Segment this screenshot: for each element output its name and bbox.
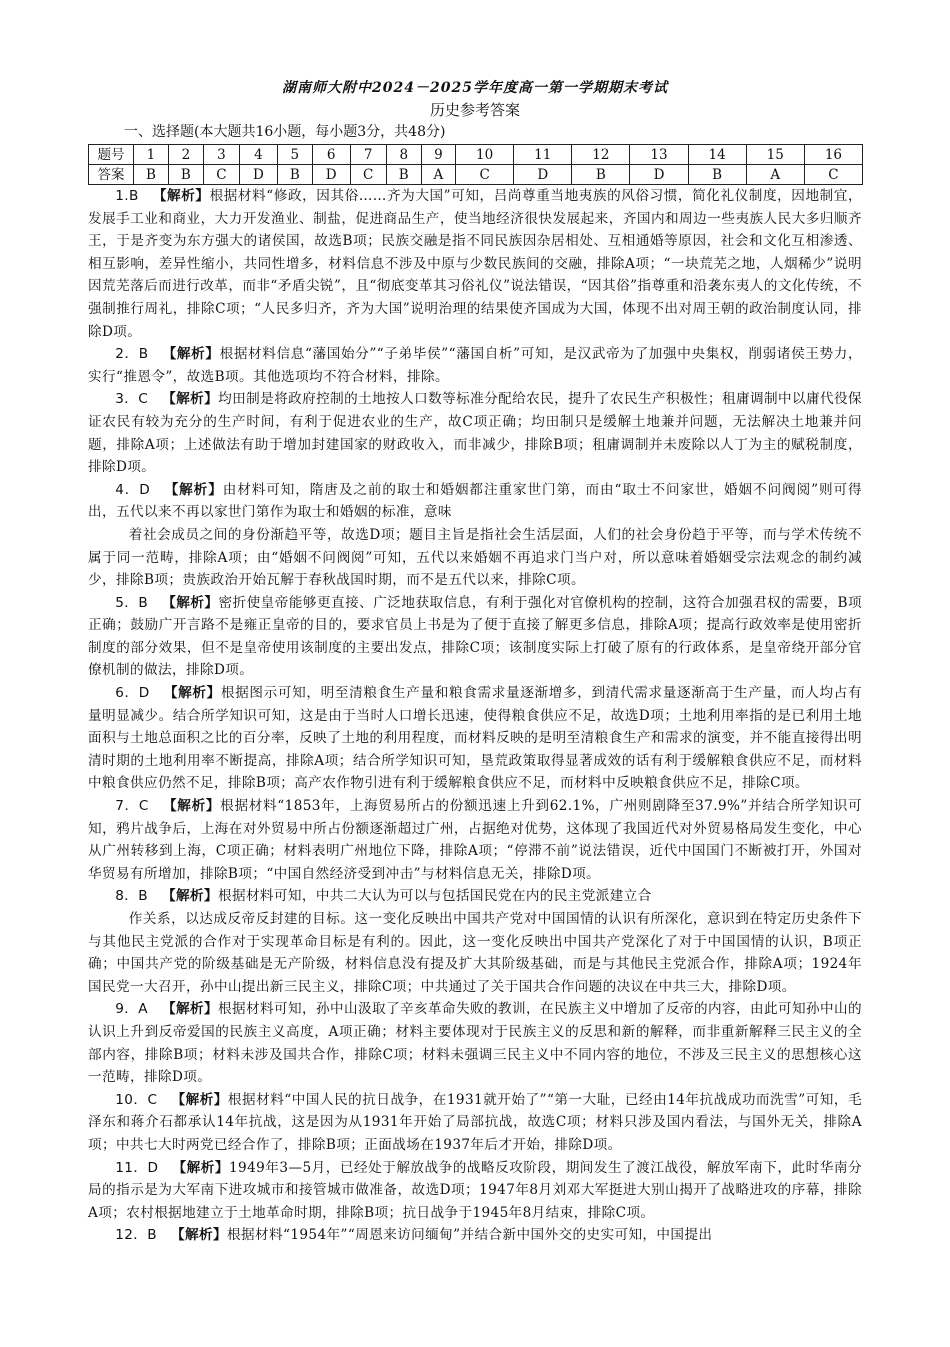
question-number-cell: 4 [240, 145, 278, 165]
question-number-cell: 7 [350, 145, 386, 165]
answer-cell: D [312, 165, 350, 185]
question-number-cell: 5 [277, 145, 312, 165]
explanation-paragraph [88, 592, 862, 682]
answer-cell: A [746, 165, 804, 185]
explanation-text: 根据材料“1853年，上海贸易所占的份额迅速上升到62.1%，广州则剧降至37.9%”并结合所学知识可知，鸦片战争后，上海在对外贸易中所占份额逐渐超过广州，占据绝对优势，这体现了我国近代对外贸易格局发生变化，中心从广州转移到上海，C项正确；材料表明广州地位下降，排除A项；“停滞不前”说法错误，近代中国国门不断被打开，外国对华贸易有所增加，排除B项；“中国自然经济受到冲击”与材料信息无关，排除D项。 [88, 798, 862, 882]
explanation-paragraph [88, 908, 862, 998]
question-number-cell: 1 [134, 145, 169, 165]
question-answer-label: 8．B [115, 888, 148, 905]
answer-cell: C [456, 165, 514, 185]
question-number-cell: 12 [572, 145, 630, 165]
answer-key-subtitle: 历史参考答案 [429, 101, 520, 119]
analysis-tag: 【解析】 [161, 1001, 218, 1018]
explanation-text: 根据材料可知，中共二大认为可以与包括国民党在内的民主党派建立合 [217, 888, 652, 905]
answer-cell: D [514, 165, 572, 185]
explanation-paragraph [88, 1157, 862, 1225]
explanation-text: 根据材料“修政，因其俗……齐为大国”可知，吕尚尊重当地夷族的风俗习惯，简化礼仪制度，因地制宜，发展手工业和商业，大力开发渔业、制盐，促进商品生产，使当地经济很快发展起来，齐国内和周边一些夷族人民大多归顺齐王，于是齐变为东方强大的诸侯国，故选B项；民族交融是指不同民族因杂居相处、互相通婚等原因，社会和文化互相渗透、相互影响，差异性缩小，共同性增多，材料信息不涉及中原与少数民族间的交融，排除A项；“一块荒芜之地，人烟稀少”说明因荒芜落后而进行改革，而非“矛盾尖锐”，且“彻底变革其习俗礼仪”说法错误，“因其俗”指尊重和沿袭东夷人的文化传统，不强制推行周礼，排除C项；“人民多归齐，齐为大国”说明治理的结果使齐国成为大国，体现不出对周王朝的政治制度认同，排除D项。 [88, 188, 862, 340]
explanations-list [88, 185, 862, 1247]
analysis-tag: 【解析】 [171, 1227, 227, 1244]
answer-table [88, 144, 863, 185]
analysis-tag: 【解析】 [161, 888, 218, 905]
explanation-text: 根据材料“中国人民的抗日战争，在1931就开始了”“第一大耻，已经由14年抗战成功而洗雪”可知，毛泽东和蒋介石都承认14年抗战，这是因为从1931年开始了局部抗战，故选C项；材料只涉及国内看法，与国外无关，排除A项；中共七大时两党已经合作了，排除B项；正面战场在1937年后才开始，排除D项。 [88, 1091, 862, 1153]
answer-cell: C [203, 165, 239, 185]
answer-cell: B [168, 165, 203, 185]
explanation-paragraph [88, 1224, 862, 1247]
analysis-tag: 【解析】 [162, 798, 221, 815]
explanation-paragraph [88, 1089, 862, 1157]
analysis-tag: 【解析】 [164, 481, 223, 498]
question-number-cell: 10 [456, 145, 514, 165]
explanation-paragraph [88, 885, 862, 908]
explanation-text: 密折使皇帝能够更直接、广泛地获取信息，有利于强化对官僚机构的控制，这符合加强君权的需要，B项正确；鼓励广开言路不是雍正皇帝的目的，要求官员上书是为了便于直接了解更多信息，排除A项；提高行政效率是使用密折制度的部分效果，但不是皇帝使用该制度的主要出发点，排除C项；该制度实际上打破了原有的行政体系，是皇帝绕开部分官僚机制的做法，排除D项。 [88, 594, 862, 679]
question-number-cell: 2 [168, 145, 203, 165]
explanation-text: 根据材料信息“藩国始分”“子弟毕侯”“藩国自析”可知，是汉武帝为了加强中央集权，削弱诸侯王势力，实行“推恩令”，故选B项。其他选项均不符合材料，排除。 [88, 346, 862, 385]
explanation-paragraph [88, 795, 862, 885]
question-answer-label: 2．B [115, 346, 149, 363]
answer-cell: A [421, 165, 455, 185]
explanation-text: 根据材料“1954年”“周恩来访问缅甸”并结合新中国外交的史实可知，中国提出 [227, 1227, 713, 1244]
question-row-label: 题号 [89, 145, 134, 165]
analysis-tag: 【解析】 [162, 594, 219, 611]
answer-cell: C [350, 165, 386, 185]
explanation-text: 作关系，以达成反帝反封建的目标。这一变化反映出中国共产党对中国国情的认识有所深化，意识到在特定历史条件下与其他民主党派的合作对于实现革命目标是有利的。因此，这一变化反映出中国共产党深化了对于中国国情的认识，B项正确；中国共产党的阶级基础是无产阶级，材料信息没有提及扩大其阶级基础，而是与其他民主党派合作，排除A项；1924年国民党一大召开，孙中山提出新三民主义，排除C项；中共通过了关于国共合作问题的决议在中共三大，排除D项。 [88, 911, 862, 995]
question-answer-label: 10．C [115, 1091, 158, 1108]
answer-cell: C [804, 165, 862, 185]
explanation-paragraph [88, 998, 862, 1088]
answer-cell: B [688, 165, 746, 185]
explanation-text: 根据图示可知，明至清粮食生产量和粮食需求量逐渐增多，到清代需求量逐渐高于生产量，而人均占有量明显减少。结合所学知识可知，这是由于当时人口增长迅速，使得粮食供应不足，故选D项；土地利用率指的是已利用土地面积与土地总面积之比的百分率，反映了土地的利用程度，而材料反映的是明至清粮食生产和需求的演变，并不能直接得出明清时期的土地利用率不断提高，排除A项；结合所学知识可知，垦荒政策取得显著成效的话有利于缓解粮食供应不足，而材料中粮食供应仍然不足，排除B项；高产农作物引进有利于缓解粮食供应不足，而材料中反映粮食供应不足，排除C项。 [88, 685, 862, 792]
explanation-text: 1949年3—5月，已经处于解放战争的战略反攻阶段，期间发生了渡江战役，解放军南下，此时华南分局的指示是为大军南下进攻城市和接管城市做准备，故选D项；1947年8月刘邓大军挺进大别山揭开了战略进攻的序幕，排除A项；农村根据地建立于土地革命时期，排除B项；抗日战争于1945年8月结束，排除C项。 [88, 1159, 862, 1221]
question-answer-label: 4．D [115, 481, 151, 498]
exam-title: 湖南师大附中2024－2025学年度高一第一学期期末考试 [282, 80, 668, 96]
explanation-text: 着社会成员之间的身份渐趋平等，故选D项；题目主旨是指社会生活层面，人们的社会身份趋于平等，而与学术传统不属于同一范畴，排除A项；由“婚姻不问阀阅”可知，五代以来婚姻不再追求门当户对，所以意味着婚姻受宗法观念的制约减少，排除B项；贵族政治开始瓦解于春秋战国时期，而不是五代以来，排除C项。 [88, 526, 862, 589]
question-answer-label: 1.B [115, 188, 139, 204]
question-number-cell: 6 [312, 145, 350, 165]
answer-cell: B [134, 165, 169, 185]
answer-cell: D [630, 165, 688, 185]
analysis-tag: 【解析】 [162, 346, 220, 363]
question-answer-label: 7．C [115, 798, 149, 815]
question-number-cell: 16 [804, 145, 862, 165]
question-answer-label: 3．C [115, 391, 149, 408]
question-number-cell: 9 [421, 145, 455, 165]
section-heading-multiple-choice: 一、选择题(本大题共16小题，每小题3分，共48分) [124, 124, 446, 140]
explanation-paragraph [88, 388, 862, 478]
question-number-cell: 8 [386, 145, 421, 165]
explanation-text: 由材料可知，隋唐及之前的取士和婚姻都注重家世门第，而由“取士不问家世，婚姻不问阀阅”则可得出，五代以来不再以家世门第作为取士和婚姻的标准，意味 [88, 481, 862, 521]
analysis-tag: 【解析】 [172, 1159, 229, 1176]
analysis-tag: 【解析】 [163, 685, 221, 702]
question-answer-label: 9．A [115, 1001, 148, 1018]
analysis-tag: 【解析】 [162, 391, 219, 408]
analysis-tag: 【解析】 [152, 188, 210, 204]
answer-cell: D [240, 165, 278, 185]
question-number-cell: 14 [688, 145, 746, 165]
answer-row-label: 答案 [89, 165, 134, 185]
question-answer-label: 6．D [115, 685, 150, 702]
answer-cell: B [277, 165, 312, 185]
question-number-cell: 11 [514, 145, 572, 165]
explanation-text: 根据材料可知，孙中山汲取了辛亥革命失败的教训，在民族主义中增加了反帝的内容，由此可知孙中山的认识上升到反帝爱国的民族主义高度，A项正确；材料主要体现对于民族主义的反思和新的解释，而非重新解释三民主义的全部内容，排除B项；材料未涉及国共合作，排除C项；材料未强调三民主义中不同内容的地位，不涉及三民主义的思想核心这一范畴，排除D项。 [88, 1001, 862, 1086]
question-number-cell: 3 [203, 145, 239, 165]
question-number-row [89, 145, 863, 165]
answer-row [89, 165, 863, 185]
analysis-tag: 【解析】 [171, 1091, 228, 1108]
answer-cell: B [386, 165, 421, 185]
explanation-paragraph [88, 343, 862, 388]
answer-cell: B [572, 165, 630, 185]
explanation-paragraph [88, 682, 862, 795]
question-number-cell: 13 [630, 145, 688, 165]
explanation-paragraph [88, 524, 862, 592]
explanation-paragraph [88, 479, 862, 524]
question-answer-label: 5．B [115, 594, 149, 611]
explanation-text: 均田制是将政府控制的土地按人口数等标准分配给农民，提升了农民生产积极性；租庸调制中以庸代役保证农民有较为充分的生产时间，有利于促进农业的生产，故C项正确；均田制只是缓解土地兼并问题，无法解决土地兼并问题，排除A项；上述做法有助于增加封建国家的财政收入，而非减少，排除B项；租庸调制并未废除以人丁为主的赋税制度，排除D项。 [88, 391, 862, 476]
question-answer-label: 11．D [115, 1159, 159, 1176]
explanation-paragraph [88, 185, 862, 343]
question-answer-label: 12．B [115, 1227, 158, 1244]
question-number-cell: 15 [746, 145, 804, 165]
